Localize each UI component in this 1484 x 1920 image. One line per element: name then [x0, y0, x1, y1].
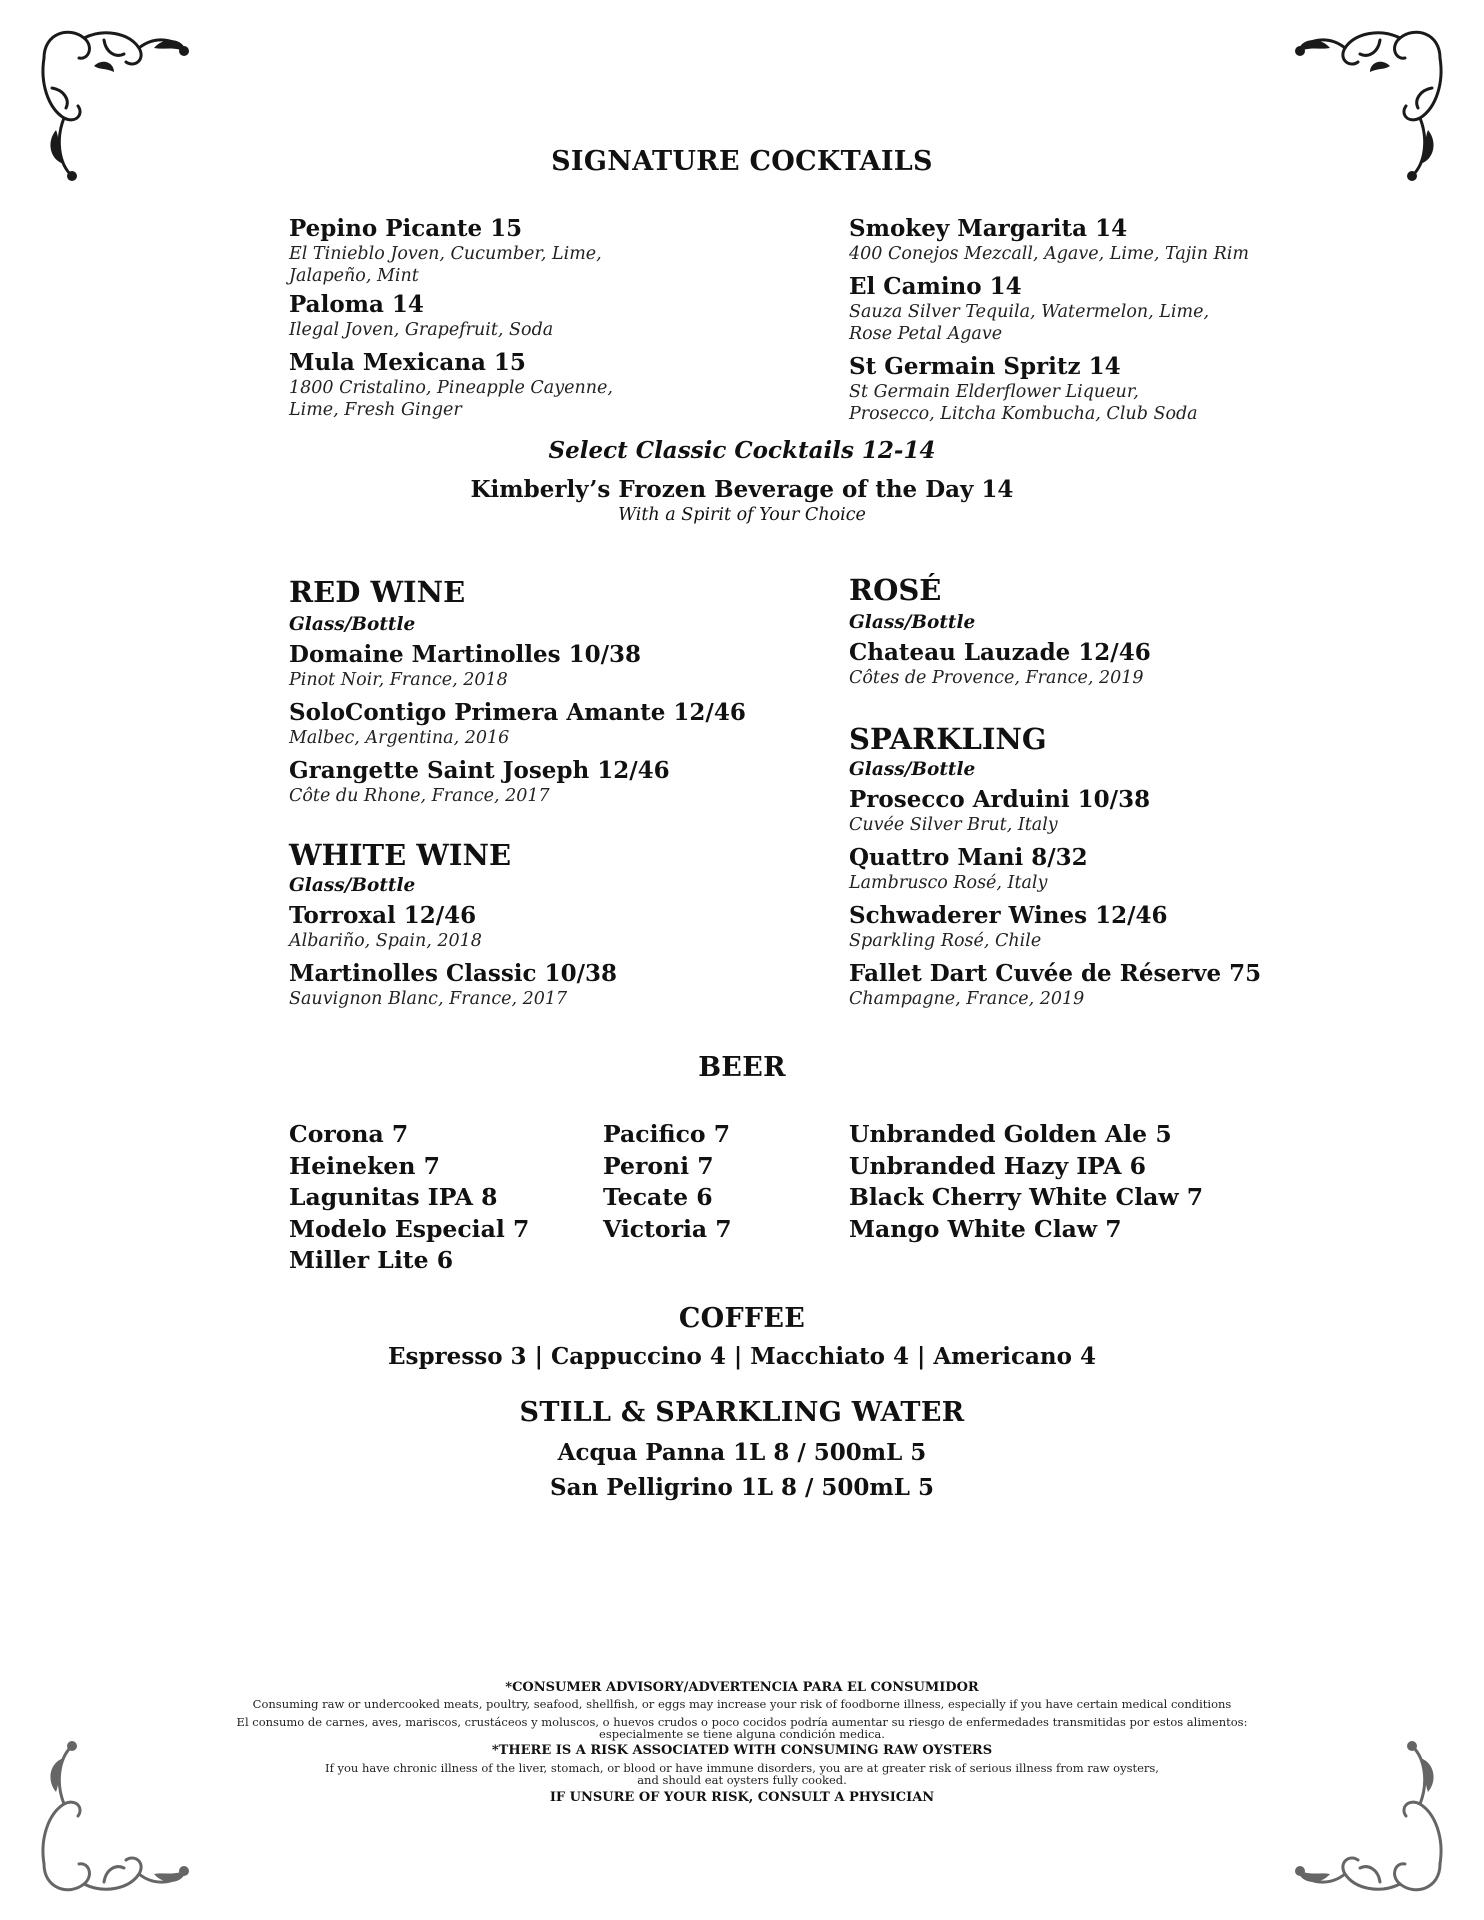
signature-cocktails-title: SIGNATURE COCKTAILS	[551, 146, 933, 177]
beer-item: Pacifico 7	[603, 1120, 731, 1148]
glass-bottle-label: Glass/Bottle	[849, 612, 976, 633]
oyster-warning-title: *THERE IS A RISK ASSOCIATED WITH CONSUMING RAW OYSTERS	[491, 1743, 993, 1758]
rose-title: ROSÉ	[849, 573, 942, 607]
red-wine-title: RED WINE	[289, 575, 466, 609]
wine-item: Torroxal 12/46 Albariño, Spain, 2018	[289, 902, 482, 951]
beer-item: Modelo Especial 7	[289, 1214, 530, 1243]
wine-item: Schwaderer Wines 12/46 Sparkling Rosé, Chile	[849, 902, 1168, 951]
coffee-title: COFFEE	[678, 1303, 806, 1334]
beer-item: Miller Lite 6	[289, 1246, 454, 1274]
beer-item: Peroni 7	[603, 1151, 714, 1180]
wine-item: Grangette Saint Joseph 12/46 Côte du Rhone, France, 2017	[289, 757, 670, 806]
advisory-english: Consuming raw or undercooked meats, poultry, seafood, shellfish, or eggs may increase your risk of foodborne illness, especially if you have certain medical conditions	[252, 1697, 1232, 1711]
beer-item: Heineken 7	[289, 1151, 440, 1180]
wine-item: Domaine Martinolles 10/38 Pinot Noir, France, 2018	[289, 641, 642, 690]
classic-cocktails-line: Select Classic Cocktails 12-14	[548, 437, 936, 464]
beer-column-3	[849, 1119, 1203, 1245]
advisory-spanish-1: El consumo de carnes, aves, mariscos, crustáceos y moluscos, o huevos crudos o poco cocidos podría aumentar su riesgo de enfermedades transmitidas por estos alimentos:	[236, 1715, 1248, 1729]
advisory-title: *CONSUMER ADVISORY/ADVERTENCIA PARA EL CONSUMIDOR	[505, 1680, 979, 1695]
beer-item: Unbranded Hazy IPA 6	[849, 1151, 1147, 1180]
beer-item: Lagunitas IPA 8	[289, 1183, 498, 1211]
rose-section	[849, 573, 1369, 689]
beer-item: Corona 7	[289, 1120, 409, 1148]
wine-item: Chateau Lauzade 12/46 Côtes de Provence, France, 2019	[849, 639, 1151, 688]
white-wine-title: WHITE WINE	[289, 838, 512, 872]
signature-left-column	[289, 215, 809, 421]
beer-item: Tecate 6	[603, 1183, 713, 1211]
wine-item: Prosecco Arduini 10/38 Cuvée Silver Brut, Italy	[849, 786, 1151, 835]
beer-item: Victoria 7	[603, 1214, 732, 1243]
beer-column-1	[289, 1119, 529, 1277]
wine-item: SoloContigo Primera Amante 12/46 Malbec, Argentina, 2016	[289, 699, 746, 748]
glass-bottle-label: Glass/Bottle	[289, 875, 416, 896]
cocktail-item: St Germain Spritz 14 St Germain Elderflower Liqueur, Prosecco, Litcha Kombucha, Club Soda	[849, 353, 1198, 424]
cocktail-item: Smokey Margarita 14 400 Conejos Mezcall, Agave, Lime, Tajin Rim	[849, 215, 1249, 264]
water-line-1: Acqua Panna 1L 8 / 500mL 5	[557, 1439, 927, 1466]
consult-physician: IF UNSURE OF YOUR RISK, CONSULT A PHYSICIAN	[549, 1790, 935, 1805]
oyster-warning-2: and should eat oysters fully cooked.	[637, 1773, 847, 1787]
oyster-warning-1: If you have chronic illness of the liver, stomach, or blood or have immune disorders, you are at greater risk of serious illness from raw oysters,	[325, 1761, 1159, 1775]
water-line-2: San Pelligrino 1L 8 / 500mL 5	[550, 1474, 934, 1501]
coffee-line: Espresso 3 | Cappuccino 4 | Macchiato 4 | Americano 4	[388, 1343, 1096, 1370]
wine-item: Martinolles Classic 10/38 Sauvignon Blanc, France, 2017	[289, 960, 617, 1009]
sparkling-title: SPARKLING	[849, 722, 1047, 756]
white-wine-section	[289, 838, 829, 1010]
cocktail-item: Mula Mexicana 15 1800 Cristalino, Pineapple Cayenne, Lime, Fresh Ginger	[289, 349, 613, 420]
water-title: STILL & SPARKLING WATER	[519, 1397, 965, 1428]
wine-item: Quattro Mani 8/32 Lambrusco Rosé, Italy	[849, 844, 1088, 893]
frozen-beverage-desc: With a Spirit of Your Choice	[618, 505, 866, 525]
sparkling-section	[849, 722, 1389, 1010]
beer-item: Unbranded Golden Ale 5	[849, 1120, 1172, 1148]
cocktail-item: Paloma 14 Ilegal Joven, Grapefruit, Soda	[289, 291, 554, 340]
red-wine-section	[289, 575, 829, 807]
beer-item: Black Cherry White Claw 7	[849, 1183, 1204, 1211]
frozen-beverage-name: Kimberly’s Frozen Beverage of the Day 14	[470, 476, 1014, 503]
advisory-spanish-2: especialmente se tiene alguna condición medica.	[599, 1727, 885, 1741]
wine-item: Fallet Dart Cuvée de Réserve 75 Champagne, France, 2019	[849, 960, 1262, 1009]
beer-column-2	[603, 1119, 732, 1245]
beer-item: Mango White Claw 7	[849, 1214, 1122, 1243]
cocktail-item: El Camino 14 Sauza Silver Tequila, Watermelon, Lime, Rose Petal Agave	[849, 273, 1210, 344]
signature-right-column	[849, 215, 1369, 425]
glass-bottle-label: Glass/Bottle	[289, 614, 416, 635]
glass-bottle-label: Glass/Bottle	[849, 759, 976, 780]
cocktail-item: Pepino Picante 15 El Tinieblo Joven, Cucumber, Lime, Jalapeño, Mint	[289, 215, 602, 286]
beer-title: BEER	[698, 1052, 786, 1083]
